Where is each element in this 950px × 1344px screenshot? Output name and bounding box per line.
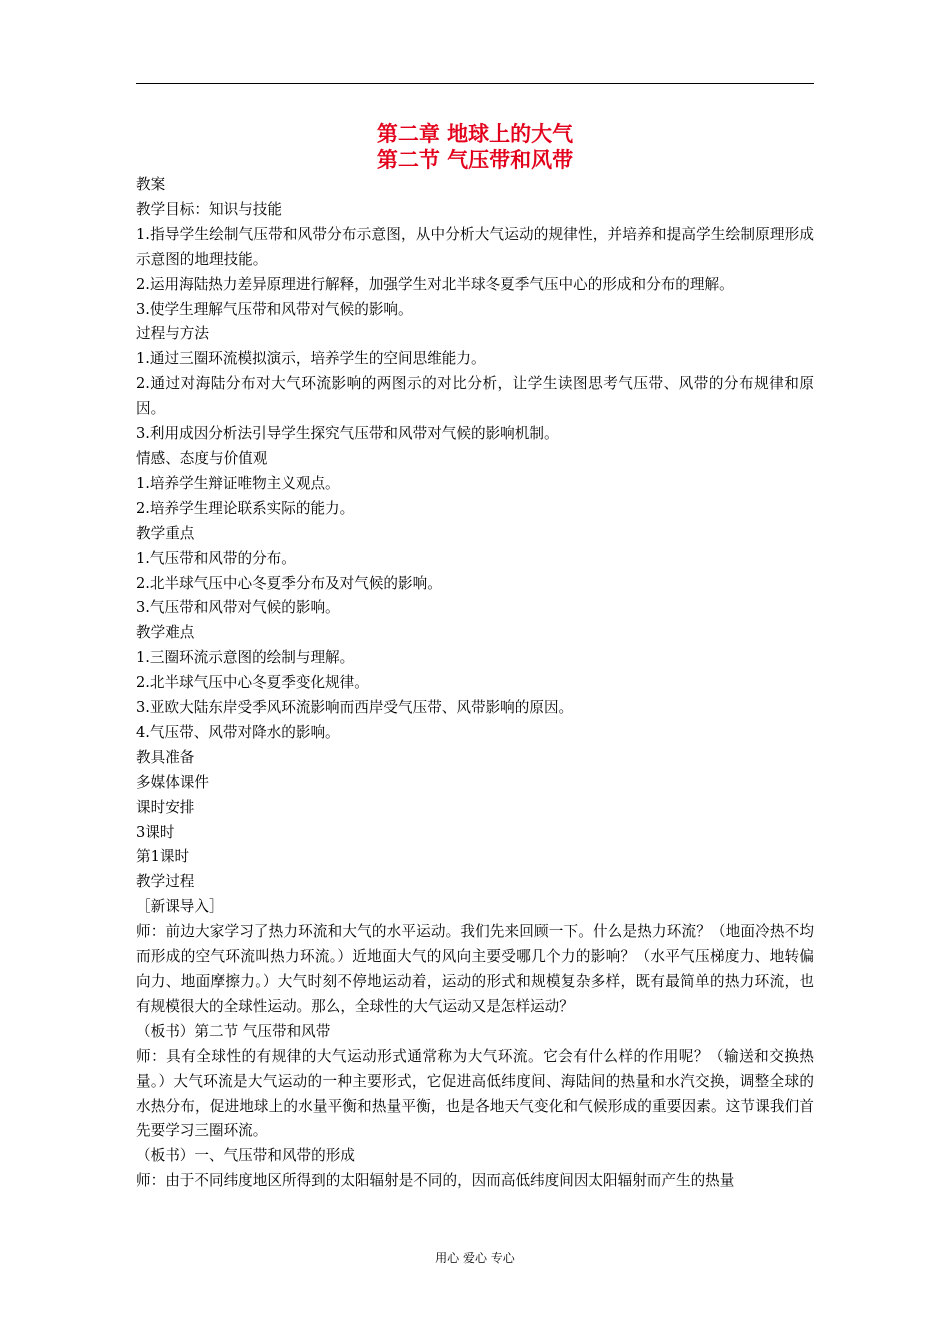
paragraph: 3.使学生理解气压带和风带对气候的影响。 [136, 300, 413, 318]
paragraph: 3.气压带和风带对气候的影响。 [136, 599, 340, 617]
chapter-title: 第二章 地球上的大气 [376, 122, 574, 146]
paragraph: 2.北半球气压中心冬夏季变化规律。 [136, 674, 369, 692]
paragraph: 教学过程 [136, 873, 195, 891]
section-title: 第二节 气压带和风带 [376, 148, 574, 172]
paragraph: 1.通过三圈环流模拟演示，培养学生的空间思维能力。 [136, 350, 486, 368]
paragraph: （板书）第二节 气压带和风带 [136, 1022, 331, 1040]
paragraph: 多媒体课件 [136, 773, 209, 791]
paragraph: 师：由于不同纬度地区所得到的太阳辐射是不同的，因而高低纬度间因太阳辐射而产生的热量 [136, 1172, 735, 1190]
paragraph: 过程与方法 [136, 325, 209, 343]
paragraph: 师：具有全球性的有规律的大气运动形式通常称为大气环流。它会有什么样的作用呢？（输送和交换热量。）大气环流是大气运动的一种主要形式，它促进高低纬度间、海陆间的热量和水汽交换，调整全球的水热分布，促进地球上的水量平衡和热量平衡，也是各地天气变化和气候形成的重要因素。这节课我们首先要学习三圈环流。 [136, 1047, 814, 1140]
paragraph: 1.气压带和风带的分布。 [136, 549, 296, 567]
paragraph: 1.三圈环流示意图的绘制与理解。 [136, 649, 355, 667]
paragraph: 教案 [136, 176, 166, 193]
paragraph: ［新课导入］ [136, 898, 224, 916]
paragraph: 教学目标：知识与技能 [136, 200, 282, 218]
title-block [136, 121, 814, 173]
paragraph: 师：前边大家学习了热力环流和大气的水平运动。我们先来回顾一下。什么是热力环流？（地面冷热不均而形成的空气环流叫热力环流。）近地面大气的风向主要受哪几个力的影响？（水平气压梯度力、地转偏向力、地面摩擦力。）大气时刻不停地运动着，运动的形式和规模复杂多样，既有最简单的热力环流，也有规模很大的全球性运动。那么，全球性的大气运动又是怎样运动？ [136, 923, 814, 1015]
paragraph: 课时安排 [136, 798, 195, 816]
header-rule [136, 83, 814, 84]
paragraph: 教学重点 [136, 524, 195, 542]
paragraph: 2.通过对海陆分布对大气环流影响的两图示的对比分析，让学生读图思考气压带、风带的分布规律和原因。 [136, 375, 814, 418]
paragraph: 2.培养学生理论联系实际的能力。 [136, 499, 355, 517]
paragraph: 情感、态度与价值观 [136, 449, 268, 467]
page-footer: 用心 爱心 专心 [435, 1251, 515, 1265]
document-body [136, 173, 814, 1194]
paragraph: 第1课时 [136, 848, 190, 866]
paragraph: 1.培养学生辩证唯物主义观点。 [136, 474, 340, 492]
paragraph: 4.气压带、风带对降水的影响。 [136, 723, 340, 741]
paragraph: 1.指导学生绘制气压带和风带分布示意图，从中分析大气运动的规律性，并培养和提高学生绘制原理形成示意图的地理技能。 [136, 225, 814, 268]
paragraph: 3.利用成因分析法引导学生探究气压带和风带对气候的影响机制。 [136, 425, 559, 443]
paragraph: 3.亚欧大陆东岸受季风环流影响而西岸受气压带、风带影响的原因。 [136, 699, 574, 717]
paragraph: 教具准备 [136, 748, 195, 766]
paragraph: （板书）一、气压带和风带的形成 [136, 1147, 355, 1165]
paragraph: 2.北半球气压中心冬夏季分布及对气候的影响。 [136, 574, 442, 592]
paragraph: 3课时 [136, 823, 175, 841]
paragraph: 教学难点 [136, 624, 195, 642]
paragraph: 2.运用海陆热力差异原理进行解释，加强学生对北半球冬夏季气压中心的形成和分布的理解。 [136, 275, 734, 293]
